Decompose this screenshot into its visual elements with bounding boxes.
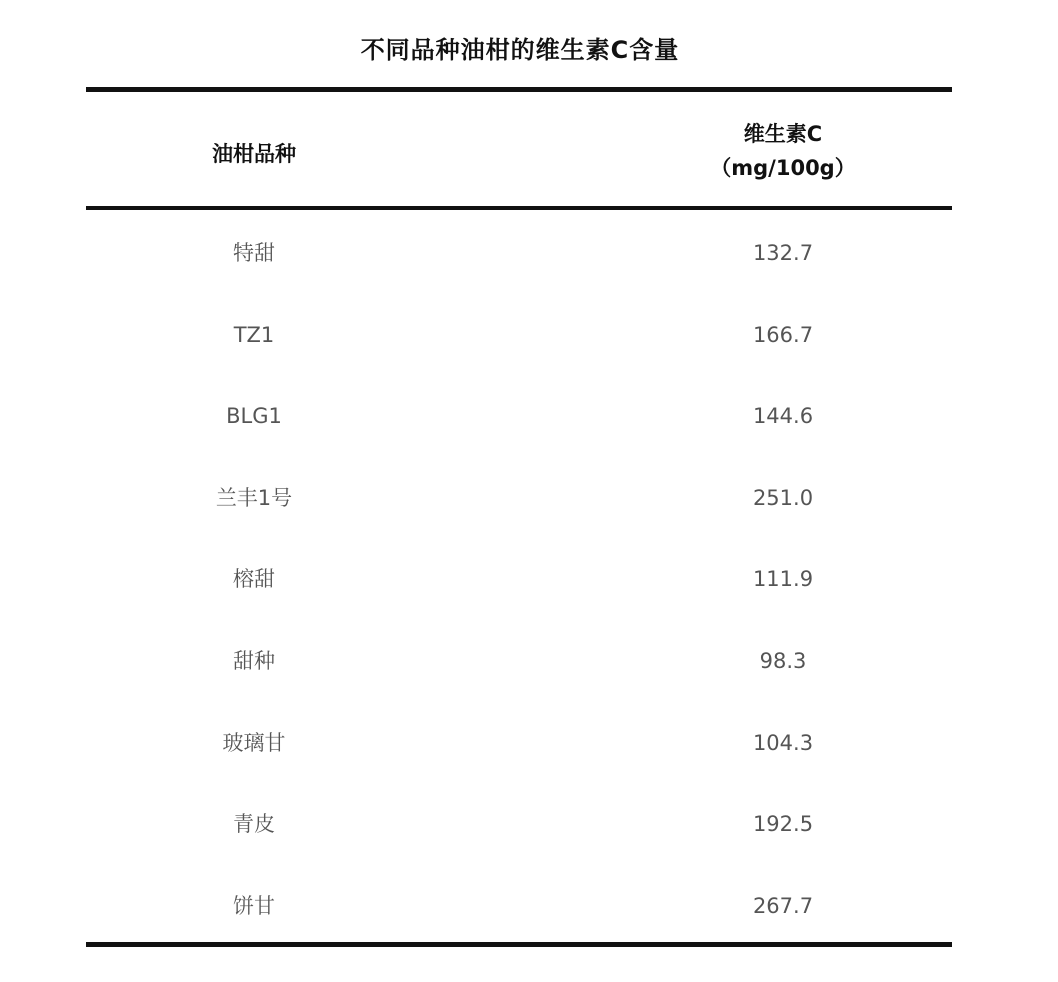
cell-variety: 兰丰1号: [215, 486, 293, 510]
cell-vitamin-c: 267.7: [752, 894, 814, 918]
cell-vitamin-c: 251.0: [752, 486, 814, 510]
header-vitamin-c: [683, 117, 883, 185]
cell-variety: 青皮: [233, 812, 275, 836]
bottom-rule: [86, 942, 952, 947]
table-title: 不同品种油柑的维生素C含量: [360, 36, 680, 64]
cell-variety: 榕甜: [233, 567, 275, 591]
cell-vitamin-c: 98.3: [759, 649, 807, 673]
cell-vitamin-c: 166.7: [752, 323, 814, 347]
header-vitamin-c-unit: （mg/100g）: [710, 156, 856, 180]
cell-vitamin-c: 144.6: [752, 404, 814, 428]
cell-vitamin-c: 104.3: [752, 731, 814, 755]
cell-vitamin-c: 111.9: [752, 567, 814, 591]
cell-variety: 特甜: [233, 241, 275, 265]
cell-vitamin-c: 192.5: [752, 812, 814, 836]
cell-variety: 玻璃甘: [222, 731, 286, 755]
cell-variety: TZ1: [233, 323, 275, 347]
cell-variety: 甜种: [233, 649, 275, 673]
header-vitamin-c-label: 维生素C: [743, 122, 823, 146]
cell-variety: BLG1: [226, 404, 282, 428]
cell-vitamin-c: 132.7: [752, 241, 814, 265]
header-variety: 油柑品种: [212, 142, 296, 166]
header-rule: [86, 206, 952, 210]
cell-variety: 饼甘: [233, 894, 275, 918]
top-rule: [86, 87, 952, 92]
